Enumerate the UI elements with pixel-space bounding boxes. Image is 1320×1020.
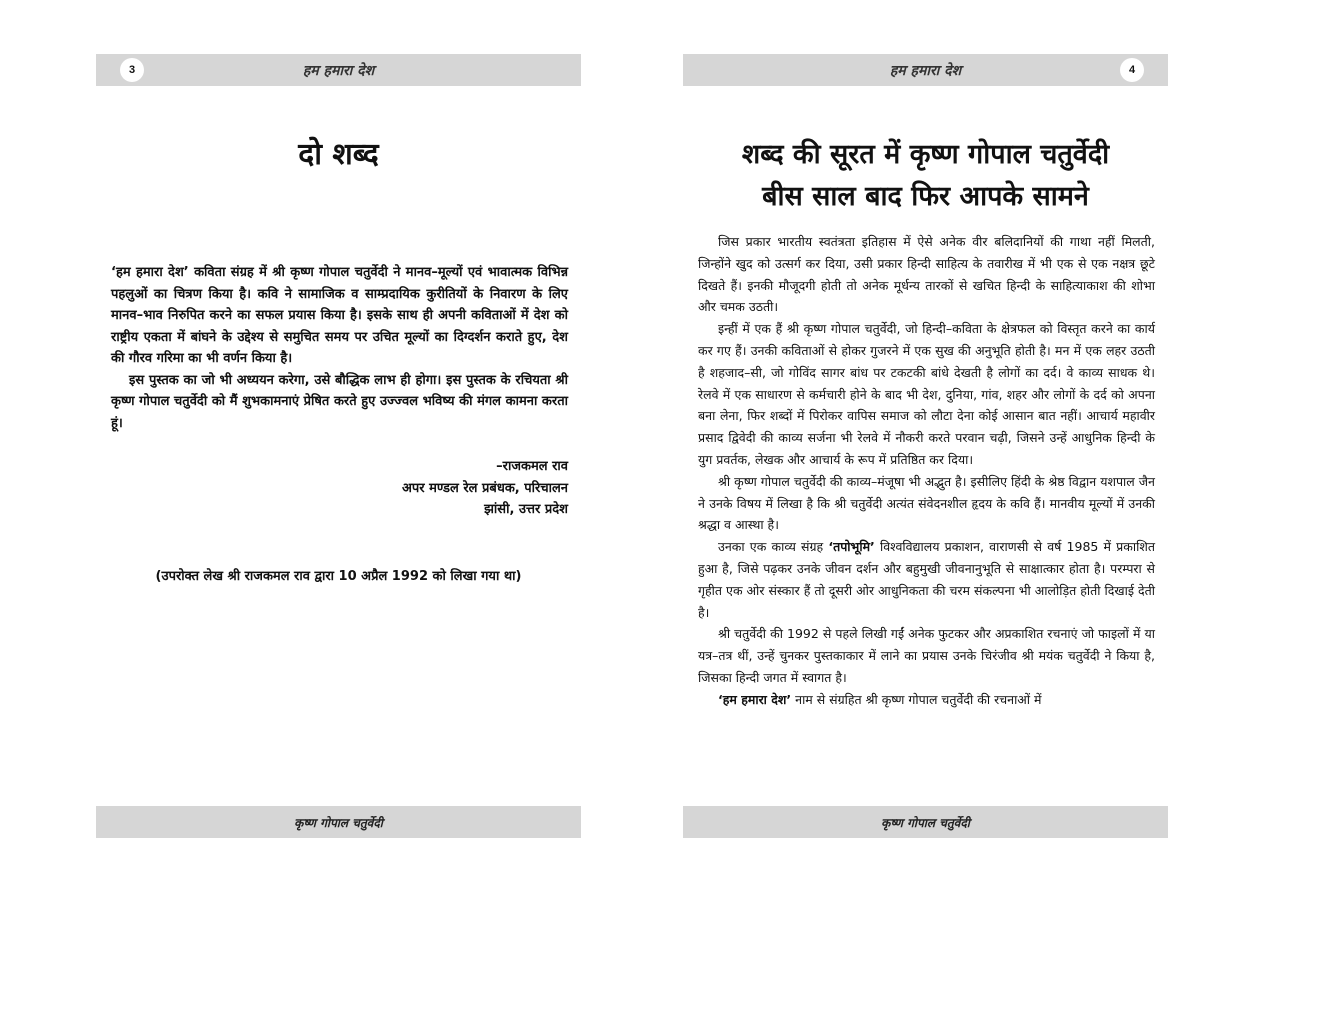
signatory-place: झांसी, उत्तर प्रदेश — [484, 502, 568, 517]
paragraph — [698, 689, 1155, 711]
left-header-bar — [96, 54, 581, 86]
right-header-bar — [683, 54, 1168, 86]
signatory-name: –राजकमल राव — [496, 459, 568, 474]
running-header-title: हम हमारा देश — [889, 63, 962, 79]
running-footer-author: कृष्ण गोपाल चतुर्वेदी — [294, 816, 383, 830]
paragraph: इन्हीं में एक हैं श्री कृष्ण गोपाल चतुर्वेदी, जो हिन्दी–कविता के क्षेत्रफल को विस्तृत करने का कार्य कर गए हैं। उनकी कविताओं से होकर गुजरने में एक सुख की अनुभूति होती है। मन में एक लहर उठती है शहजाद–सी, जो गोविंद सागर बांध पर टकटकी बांधे देखती है लोगों का दर्द। वे काव्य साधक थे। रेलवे में एक साधारण से कर्मचारी होने के बाद भी देश, दुनिया, गांव, शहर और लोगों के दर्द को अपना बना लेना, फिर शब्दों में पिरोकर वापिस समाज को लौटा देना कोई आसान बात नहीं। आचार्य महावीर प्रसाद द्विवेदी की काव्य सर्जना भी रेलवे में नौकरी करते परवान चढ़ी, जिसने उन्हें आधुनिक हिन्दी के युग प्रवर्तक, लेखक और आचार्य के रूप में प्रतिष्ठित कर दिया। — [698, 321, 1155, 467]
page-title: दो शब्द — [298, 137, 379, 172]
book-title-emphasis: ‘तपोभूमि’ — [828, 539, 875, 555]
paragraph: श्री कृष्ण गोपाल चतुर्वेदी की काव्य–मंजूषा भी अद्भुत है। इसीलिए हिंदी के श्रेष्ठ विद्वान यशपाल जैन ने उनके विषय में लिखा है कि श्री चतुर्वेदी अत्यंत संवेदनशील हृदय के कवि हैं। मानवीय मूल्यों में उनकी श्रद्धा व आस्था है। — [698, 473, 1155, 533]
paragraph: जिस प्रकार भारतीय स्वतंत्रता इतिहास में ऐसे अनेक वीर बलिदानियों की गाथा नहीं मिलती, जिन्होंने खुद को उत्सर्ग कर दिया, उसी प्रकार हिन्दी साहित्य के तवारीख में भी एक से एक नक्षत्र छूटे दिखते हैं। इनकी मौजूदगी होती तो अनेक मूर्धन्य तारकों से खचित हिन्दी के साहित्याकाश की शोभा और चमक उठती। — [698, 234, 1155, 315]
paragraph: ‘हम हमारा देश’ कविता संग्रह में श्री कृष्ण गोपाल चतुर्वेदी ने मानव–मूल्यों एवं भावात्मक विभिन्न पहलुओं का चित्रण किया है। कवि ने सामाजिक व साम्प्रदायिक कुरीतियों के निवारण के लिए मानव–भाव निरुपित करने का सफल प्रयास किया है। इसके साथ ही अपनी कविताओं में देश को राष्ट्रीय एकता में बांघने के उद्देश्य से समुचित समय पर उचित मूल्यों का दिग्दर्शन कराते हुए, देश की गौरव गरिमा का भी वर्णन किया है। — [111, 265, 568, 366]
right-footer-bar — [683, 806, 1168, 838]
chapter-title-line: बीस साल बाद फिर आपके सामने — [762, 181, 1089, 212]
running-footer-author: कृष्ण गोपाल चतुर्वेदी — [881, 816, 970, 830]
signatory-designation: अपर मण्डल रेल प्रबंधक, परिचालन — [401, 480, 568, 496]
signature-block — [402, 456, 568, 521]
page-number-badge: 4 — [1120, 58, 1144, 82]
paragraph: इस पुस्तक का जो भी अध्ययन करेगा, उसे बौद्धिक लाभ ही होगा। इस पुस्तक के रचियता श्री कृष्ण गोपाल चतुर्वेदी को मैं शुभकामनाएं प्रेषित करते हुए उज्ज्वल भविष्य की मंगल कामना करता हूं। — [111, 372, 568, 431]
text-run: उनका एक काव्य संग्रह — [718, 539, 829, 555]
paragraph — [698, 536, 1155, 623]
chapter-title — [683, 134, 1168, 218]
running-header-title: हम हमारा देश — [302, 63, 375, 79]
chapter-text — [698, 231, 1155, 711]
chapter-title-line: शब्द की सूरत में कृष्ण गोपाल चतुर्वेदी — [741, 139, 1110, 170]
book-title-emphasis: ‘हम हमारा देश’ — [718, 691, 792, 707]
text-run: विश्वविद्यालय प्रकाशन, वाराणसी से वर्ष 1985 में प्रकाशित हुआ है, जिसे पढ़कर उनके जीवन दर्शन और बहुमुखी जीवनानुभूति से साक्षात्कार होता है। परम्परा से गृहीत एक ओर संस्कार हैं तो दूसरी ओर आधुनिकता की चरम संकल्पना भी आलोड़ित होती दिखाई देती है। — [698, 539, 1155, 620]
date-note: (उपरोक्त लेख श्री राजकमल राव द्वारा 10 अप्रैल 1992 को लिखा गया था) — [155, 569, 522, 584]
foreword-text — [111, 262, 568, 434]
paragraph: श्री चतुर्वेदी की 1992 से पहले लिखी गईं अनेक फुटकर और अप्रकाशित रचनाएं जो फाइलों में या यत्र–तत्र थीं, उन्हें चुनकर पुस्तकाकार में लाने का प्रयास उनके चिरंजीव श्री मयंक चतुर्वेदी ने किया है, जिसका हिन्दी जगत में स्वागत है। — [698, 626, 1155, 685]
page-number-badge: 3 — [120, 58, 144, 82]
left-footer-bar — [96, 806, 581, 838]
text-run: नाम से संग्रहित श्री कृष्ण गोपाल चतुर्वेदी की रचनाओं में — [791, 691, 1042, 707]
